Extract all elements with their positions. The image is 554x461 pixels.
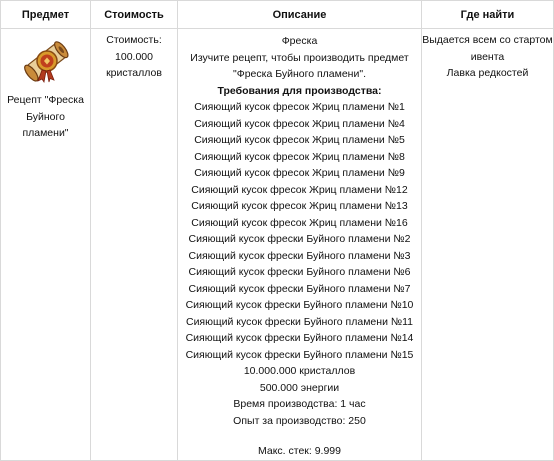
- where-line: ивента: [470, 50, 505, 63]
- requirement-item: Сияющий кусок фрески Буйного пламени №7: [188, 282, 411, 295]
- header-item: Предмет: [1, 1, 91, 29]
- requirement-item: Сияющий кусок фресок Жриц пламени №16: [191, 216, 408, 229]
- item-name: [1, 92, 90, 142]
- requirement-item: Сияющий кусок фрески Буйного пламени №10: [185, 299, 414, 311]
- requirement-item: Сияющий кусок фресок Жриц пламени №12: [191, 183, 408, 196]
- cost-label: Стоимость:: [106, 34, 162, 46]
- requirement-item: 10.000.000 кристаллов: [243, 365, 356, 377]
- requirement-item: Сияющий кусок фресок Жриц пламени №4: [194, 117, 405, 130]
- requirement-item: Сияющий кусок фрески Буйного пламени №2: [188, 233, 411, 245]
- description-type: Фреска: [281, 35, 318, 47]
- spacer: [178, 429, 421, 443]
- production-exp: Опыт за производство: 250: [233, 414, 366, 427]
- requirement-item: Сияющий кусок фресок Жриц пламени №13: [191, 200, 408, 212]
- header-where: Где найти: [422, 1, 554, 29]
- requirement-item: Сияющий кусок фрески Буйного пламени №6: [188, 266, 411, 278]
- item-name-line: Рецепт "Фреска: [7, 94, 84, 106]
- requirement-item: Сияющий кусок фрески Буйного пламени №3: [188, 249, 411, 262]
- requirements-title: Требования для производства:: [217, 84, 382, 97]
- requirement-item: Сияющий кусок фресок Жриц пламени №8: [194, 150, 405, 163]
- header-cost: Стоимость: [91, 1, 178, 29]
- cost-cell: [91, 29, 178, 461]
- cost-value: 100.000: [115, 50, 153, 63]
- requirement-item: Сияющий кусок фрески Буйного пламени №15: [185, 348, 414, 361]
- description-intro: Изучите рецепт, чтобы производить предмет: [190, 51, 409, 64]
- requirement-item: 500.000 энергии: [259, 381, 340, 394]
- requirement-item: Сияющий кусок фрески Буйного пламени №11: [185, 315, 414, 328]
- item-name-line: пламени": [22, 127, 69, 139]
- requirement-item: Сияющий кусок фресок Жриц пламени №1: [194, 101, 405, 113]
- requirement-item: Сияющий кусок фресок Жриц пламени №9: [194, 167, 405, 179]
- requirement-item: Сияющий кусок фрески Буйного пламени №14: [185, 332, 414, 344]
- table-header-row: [1, 1, 554, 29]
- recipe-scroll-icon: [18, 33, 74, 89]
- where-line: Выдается всем со стартом: [422, 34, 553, 46]
- cost-currency: кристаллов: [106, 67, 162, 79]
- item-cell: [1, 29, 91, 461]
- table-row: [1, 29, 554, 461]
- requirement-item: Сияющий кусок фресок Жриц пламени №5: [194, 134, 405, 146]
- description-cell: [178, 29, 422, 461]
- max-stack: Макс. стек: 9.999: [258, 445, 341, 457]
- where-line: Лавка редкостей: [446, 67, 529, 79]
- where-cell: [422, 29, 554, 461]
- description-intro: "Фреска Буйного пламени".: [232, 68, 366, 80]
- production-time: Время производства: 1 час: [233, 398, 366, 410]
- header-description: Описание: [178, 1, 422, 29]
- item-name-line: Буйного: [26, 110, 65, 123]
